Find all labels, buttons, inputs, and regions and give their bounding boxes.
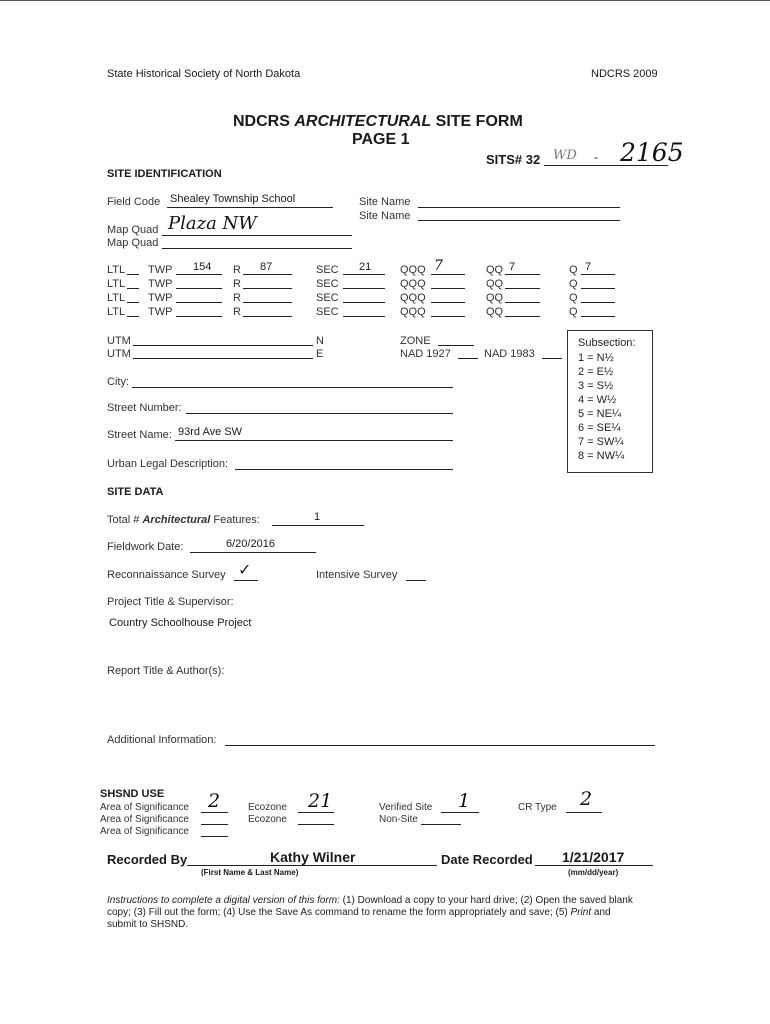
- city-label: City:: [107, 376, 129, 388]
- r-line[interactable]: [243, 316, 292, 317]
- form-code: NDCRS 2009: [591, 68, 658, 80]
- utm-suffix-n: N: [316, 335, 324, 347]
- instructions-text-2: and submit to SHSND.: [107, 907, 611, 930]
- qqq-value[interactable]: 7: [434, 258, 443, 274]
- recon-survey-label: Reconnaissance Survey: [107, 569, 226, 581]
- total-suffix: Features:: [210, 514, 260, 526]
- urban-legal-label: Urban Legal Description:: [107, 458, 229, 470]
- sec-label: SEC: [316, 306, 339, 318]
- q-label: Q: [569, 306, 578, 318]
- qqq-line[interactable]: [431, 302, 465, 303]
- verified-site-line: [441, 812, 479, 813]
- twp-label: TWP: [148, 306, 173, 318]
- non-site-label: Non-Site: [379, 814, 418, 825]
- subsection-item: 5 = NE¼: [578, 408, 622, 420]
- sec-line[interactable]: [343, 316, 385, 317]
- project-title-label: Project Title & Supervisor:: [107, 596, 234, 608]
- instructions-italic: Instructions to complete a digital version of this form:: [107, 895, 340, 906]
- total-features-value[interactable]: 1: [314, 511, 321, 523]
- ltl-line[interactable]: [127, 302, 139, 303]
- sec-label: SEC: [316, 278, 339, 290]
- twp-line: [176, 274, 222, 275]
- site-name-label-2: Site Name: [359, 210, 411, 222]
- fieldwork-date-value[interactable]: 6/20/2016: [226, 538, 275, 550]
- date-recorded-label: Date Recorded: [441, 852, 533, 867]
- qqq-label: QQQ: [400, 264, 426, 276]
- qqq-line[interactable]: [431, 288, 465, 289]
- r-line[interactable]: [243, 302, 292, 303]
- date-recorded-value[interactable]: 1/21/2017: [562, 849, 625, 865]
- sec-line[interactable]: [343, 302, 385, 303]
- aos-line-1: [201, 812, 228, 813]
- r-label: R: [233, 292, 241, 304]
- ltl-line[interactable]: [127, 316, 139, 317]
- map-quad-value[interactable]: Plaza NW: [168, 213, 257, 234]
- verified-site-label: Verified Site: [379, 802, 433, 813]
- total-italic: Architectural: [142, 514, 211, 526]
- report-title-label: Report Title & Author(s):: [107, 665, 225, 677]
- map-quad-line-2[interactable]: [162, 248, 352, 249]
- nad1983-label: NAD 1983: [484, 348, 535, 360]
- sec-value[interactable]: 21: [359, 261, 372, 273]
- aos-label-1: Area of Significance: [100, 802, 189, 813]
- street-name-label: Street Name:: [107, 429, 172, 441]
- sec-label: SEC: [316, 292, 339, 304]
- sec-label: SEC: [316, 264, 339, 276]
- fieldwork-date-label: Fieldwork Date:: [107, 541, 184, 553]
- r-line: [243, 274, 292, 275]
- site-identification-heading: SITE IDENTIFICATION: [107, 168, 222, 180]
- site-name-line-1[interactable]: [418, 207, 620, 208]
- cr-type-line: [566, 812, 602, 813]
- subsection-item: 4 = W½: [578, 394, 617, 406]
- date-recorded-sub-label: (mm/dd/year): [568, 868, 619, 877]
- utm-suffix-e: E: [316, 348, 324, 360]
- utm-label-1: UTM: [107, 335, 131, 347]
- ltl-label: LTL: [107, 264, 126, 276]
- page-number: PAGE 1: [352, 131, 410, 148]
- twp-value[interactable]: 154: [193, 261, 212, 273]
- street-number-label: Street Number:: [107, 402, 182, 414]
- r-label: R: [233, 306, 241, 318]
- ecozone-line-1: [298, 812, 334, 813]
- intensive-survey-label: Intensive Survey: [316, 569, 398, 581]
- shsnd-heading: SHSND USE: [100, 788, 165, 800]
- twp-line[interactable]: [176, 316, 222, 317]
- qqq-line: [431, 274, 465, 275]
- ecozone-label-1: Ecozone: [248, 802, 287, 813]
- total-prefix: Total #: [107, 514, 143, 526]
- site-name-label-1: Site Name: [359, 196, 411, 208]
- ltl-label: LTL: [107, 292, 126, 304]
- qq-label: QQ: [486, 306, 504, 318]
- q-label: Q: [569, 292, 578, 304]
- utm-northing-line[interactable]: [133, 345, 313, 346]
- map-quad-line-1: [162, 235, 352, 236]
- qq-line: [505, 274, 540, 275]
- instructions-print: Print: [570, 907, 592, 918]
- subsection-item: 3 = S½: [578, 380, 614, 392]
- verified-site-value[interactable]: 1: [458, 790, 471, 812]
- ltl-label: LTL: [107, 306, 126, 318]
- utm-label-2: UTM: [107, 348, 131, 360]
- q-line[interactable]: [581, 316, 615, 317]
- additional-info-label: Additional Information:: [107, 734, 217, 746]
- aos-label-2: Area of Significance: [100, 814, 189, 825]
- sits-dash: -: [594, 150, 598, 164]
- instructions-text-1: (1) Download a copy to your hard drive; (2) Open the saved blank copy; (3) Fill out the form; (4) Use the Save As command to rename the form appropriately and save; (5): [107, 895, 633, 918]
- additional-info-line[interactable]: [225, 745, 655, 746]
- aos-label-3: Area of Significance: [100, 826, 189, 837]
- site-data-heading: SITE DATA: [107, 486, 164, 498]
- title-italic: ARCHITECTURAL: [294, 113, 432, 130]
- fieldwork-date-line: [190, 552, 316, 553]
- map-quad-label-1: Map Quad: [107, 224, 159, 236]
- qqq-label: QQQ: [400, 306, 426, 318]
- q-line[interactable]: [581, 288, 615, 289]
- ecozone-line-2[interactable]: [298, 824, 334, 825]
- non-site-line[interactable]: [421, 824, 461, 825]
- recorded-by-line: [187, 865, 437, 866]
- q-label: Q: [569, 264, 578, 276]
- city-line[interactable]: [132, 387, 453, 388]
- org-name: State Historical Society of North Dakota: [107, 68, 301, 80]
- qqq-label: QQQ: [400, 278, 426, 290]
- subsection-box: [567, 330, 653, 473]
- ltl-line[interactable]: [127, 274, 139, 275]
- street-name-value[interactable]: 93rd Ave SW: [178, 426, 242, 438]
- nad1927-line[interactable]: [458, 358, 478, 359]
- sits-label: SITS# 32: [486, 152, 541, 167]
- subsection-title: Subsection:: [578, 337, 636, 349]
- zone-line[interactable]: [438, 345, 474, 346]
- utm-easting-line[interactable]: [133, 358, 313, 359]
- qq-label: QQ: [486, 292, 504, 304]
- total-features-line: [272, 525, 364, 526]
- twp-label: TWP: [148, 278, 173, 290]
- recorded-by-sub-label: (First Name & Last Name): [201, 868, 299, 877]
- qq-label: QQ: [486, 278, 504, 290]
- sits-county: WD: [553, 148, 577, 163]
- title-prefix: NDCRS: [233, 113, 295, 130]
- qq-line[interactable]: [505, 302, 540, 303]
- twp-label: TWP: [148, 264, 173, 276]
- scan-top-edge: [0, 0, 770, 1]
- ltl-line[interactable]: [127, 288, 139, 289]
- instructions: [107, 895, 635, 931]
- q-line: [581, 274, 615, 275]
- ecozone-value-1[interactable]: 21: [308, 790, 333, 812]
- subsection-item: 2 = E½: [578, 366, 614, 378]
- sec-line: [343, 274, 385, 275]
- r-label: R: [233, 264, 241, 276]
- subsection-item: 8 = NW¼: [578, 450, 625, 462]
- r-line[interactable]: [243, 288, 292, 289]
- aos-value-1[interactable]: 2: [208, 790, 221, 812]
- ecozone-label-2: Ecozone: [248, 814, 287, 825]
- ltl-label: LTL: [107, 278, 126, 290]
- street-number-line[interactable]: [186, 413, 453, 414]
- sec-line[interactable]: [343, 288, 385, 289]
- aos-line-2[interactable]: [201, 824, 228, 825]
- title-suffix: SITE FORM: [431, 113, 523, 130]
- twp-line[interactable]: [176, 288, 222, 289]
- r-value[interactable]: 87: [260, 261, 273, 273]
- cr-type-label: CR Type: [518, 802, 557, 813]
- qq-line[interactable]: [505, 316, 540, 317]
- project-title-value[interactable]: Country Schoolhouse Project: [109, 617, 252, 629]
- recon-survey-line: [234, 580, 258, 581]
- q-value[interactable]: 7: [585, 261, 592, 273]
- field-code-line: [167, 207, 333, 208]
- subsection-item: 1 = N½: [578, 352, 614, 364]
- subsection-item: 6 = SE¼: [578, 422, 621, 434]
- q-line[interactable]: [581, 302, 615, 303]
- qq-value[interactable]: 7: [509, 261, 516, 273]
- urban-legal-line[interactable]: [235, 469, 453, 470]
- nad1983-line[interactable]: [542, 358, 562, 359]
- map-quad-label-2: Map Quad: [107, 237, 159, 249]
- recorded-by-label: Recorded By: [107, 852, 188, 867]
- field-code-value[interactable]: Shealey Township School: [170, 193, 296, 205]
- aos-line-3[interactable]: [201, 836, 228, 837]
- check-icon[interactable]: ✓: [238, 562, 252, 579]
- twp-label: TWP: [148, 292, 173, 304]
- qq-label: QQ: [486, 264, 504, 276]
- subsection-item: 7 = SW¼: [578, 436, 624, 448]
- nad1927-label: NAD 1927: [400, 348, 451, 360]
- street-name-line: [175, 440, 453, 441]
- form-title: [233, 113, 523, 131]
- twp-line[interactable]: [176, 302, 222, 303]
- intensive-survey-line[interactable]: [406, 580, 426, 581]
- q-label: Q: [569, 278, 578, 290]
- site-name-line-2[interactable]: [418, 220, 620, 221]
- zone-label: ZONE: [400, 335, 431, 347]
- total-features-label: [107, 514, 260, 526]
- qq-line[interactable]: [505, 288, 540, 289]
- r-label: R: [233, 278, 241, 290]
- field-code-label: Field Code: [107, 196, 161, 208]
- qqq-line[interactable]: [431, 316, 465, 317]
- recorded-by-value[interactable]: Kathy Wilner: [270, 849, 356, 865]
- sits-number: 2165: [620, 138, 684, 167]
- qqq-label: QQQ: [400, 292, 426, 304]
- date-recorded-line: [535, 865, 653, 866]
- cr-type-value[interactable]: 2: [580, 788, 593, 810]
